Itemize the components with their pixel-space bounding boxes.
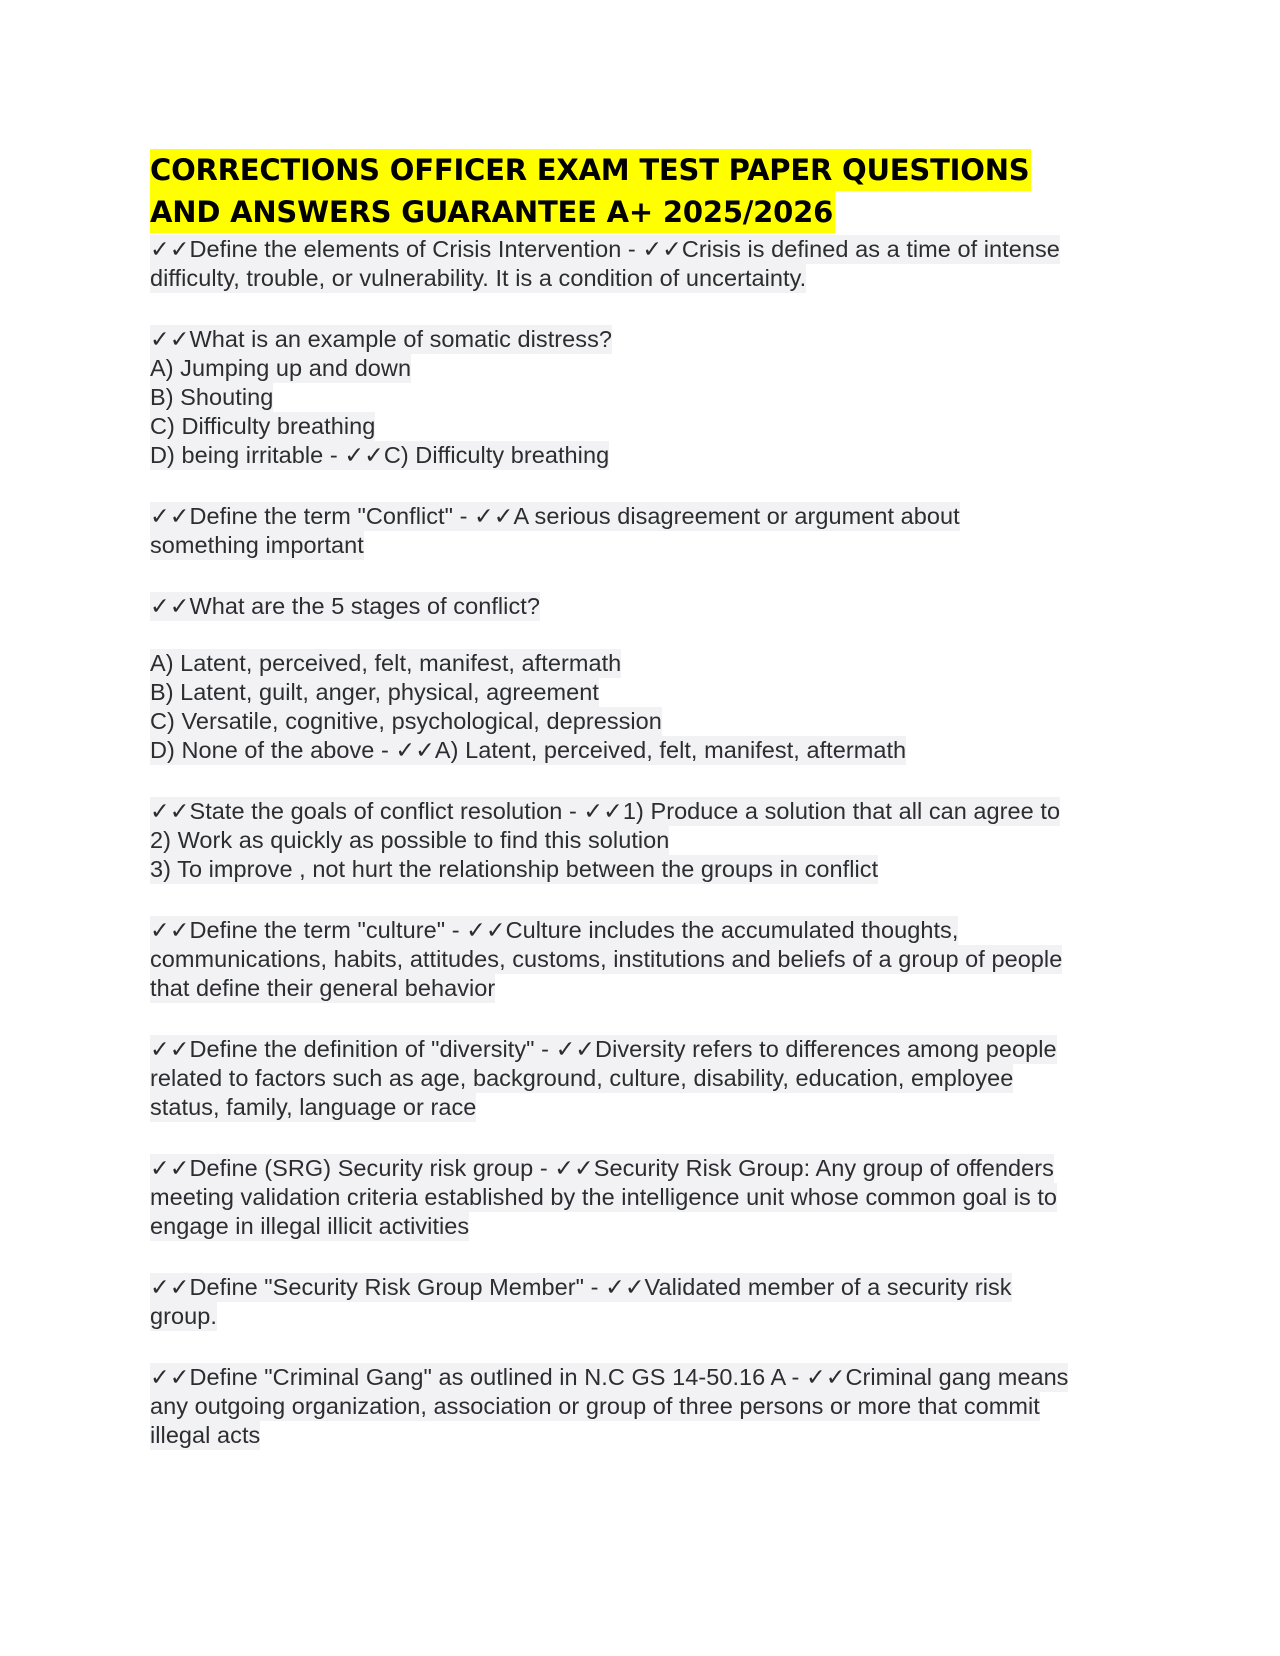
qa-line: 2) Work as quickly as possible to find this solution [150,827,670,853]
qa-line: related to factors such as age, background, culture, disability, education, employee [150,1065,1014,1091]
qa-item [150,502,1140,560]
qa-line: any outgoing organization, association or group of three persons or more that commit [150,1393,1040,1419]
qa-line: D) None of the above - ✓✓A) Latent, perceived, felt, manifest, aftermath [150,737,907,763]
qa-line: ✓✓State the goals of conflict resolution - ✓✓1) Produce a solution that all can agree to [150,798,1061,824]
title-line-1: CORRECTIONS OFFICER EXAM TEST PAPER QUESTIONS [150,149,1031,191]
qa-line: ✓✓Define the term "Conflict" - ✓✓A serious disagreement or argument about [150,503,960,529]
qa-item [150,235,1140,293]
qa-line: ✓✓What is an example of somatic distress? [150,326,612,352]
qa-item [150,1273,1140,1331]
qa-line: B) Shouting [150,384,274,410]
qa-line: status, family, language or race [150,1094,477,1120]
qa-line: meeting validation criteria established by the intelligence unit whose common goal is to [150,1184,1058,1210]
qa-line: illegal acts [150,1422,261,1448]
document-title [150,149,1140,233]
qa-line: ✓✓Define (SRG) Security risk group - ✓✓Security Risk Group: Any group of offenders [150,1155,1054,1181]
title-line-2: AND ANSWERS GUARANTEE A+ 2025/2026 [150,191,835,233]
qa-item [150,592,1140,765]
document-page [150,149,1140,1482]
qa-line: ✓✓Define the term "culture" - ✓✓Culture includes the accumulated thoughts, [150,917,959,943]
qa-line: communications, habits, attitudes, customs, institutions and beliefs of a group of people [150,946,1063,972]
qa-line: B) Latent, guilt, anger, physical, agreement [150,679,599,705]
qa-line: ✓✓Define "Criminal Gang" as outlined in N.C GS 14-50.16 A - ✓✓Criminal gang means [150,1364,1069,1390]
qa-item [150,1154,1140,1241]
qa-item [150,916,1140,1003]
qa-item [150,1035,1140,1122]
qa-line: ✓✓What are the 5 stages of conflict? [150,593,540,619]
qa-line: something important [150,532,364,558]
qa-item [150,797,1140,884]
qa-line: D) being irritable - ✓✓C) Difficulty breathing [150,442,610,468]
blank-line [150,621,1140,649]
qa-line: engage in illegal illicit activities [150,1213,470,1239]
qa-line: C) Versatile, cognitive, psychological, depression [150,708,662,734]
qa-line: C) Difficulty breathing [150,413,376,439]
qa-line: group. [150,1303,217,1329]
qa-line: 3) To improve , not hurt the relationship between the groups in conflict [150,856,879,882]
qa-line: that define their general behavior [150,975,496,1001]
qa-item [150,325,1140,470]
qa-item [150,1363,1140,1450]
qa-line: A) Latent, perceived, felt, manifest, aftermath [150,650,622,676]
qa-line: ✓✓Define the elements of Crisis Intervention - ✓✓Crisis is defined as a time of intense [150,236,1060,262]
qa-line: difficulty, trouble, or vulnerability. It is a condition of uncertainty. [150,265,807,291]
qa-line: ✓✓Define "Security Risk Group Member" - ✓✓Validated member of a security risk [150,1274,1012,1300]
qa-line: A) Jumping up and down [150,355,412,381]
qa-line: ✓✓Define the definition of "diversity" - ✓✓Diversity refers to differences among people [150,1036,1057,1062]
